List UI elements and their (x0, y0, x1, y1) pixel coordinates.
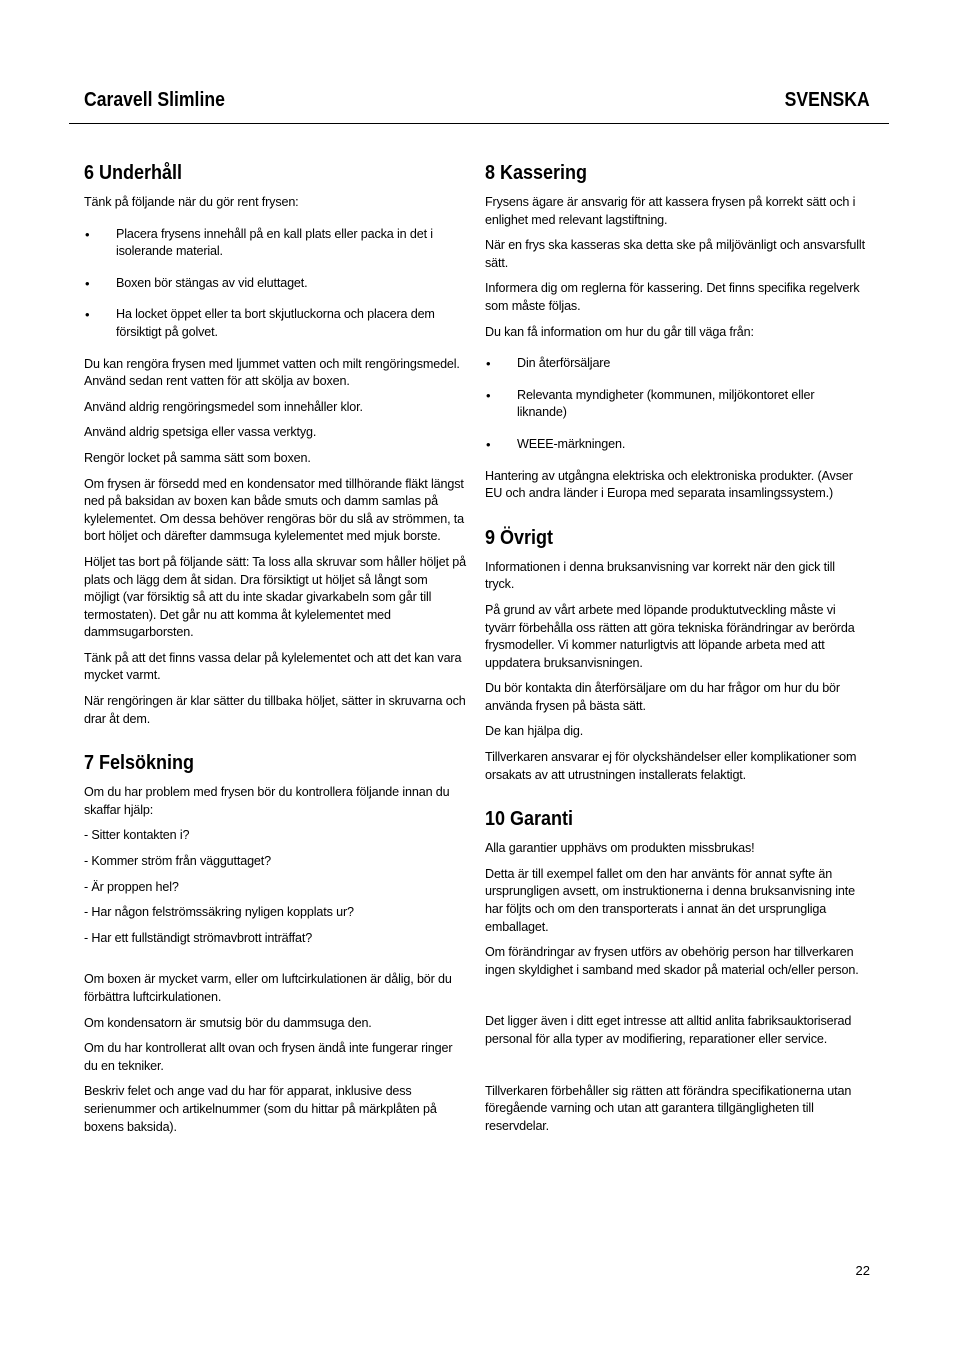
paragraph: - Har ett fullständigt strömavbrott inträffat? (84, 930, 313, 945)
paragraph: På grund av vårt arbete med löpande produktutveckling måste vi tyvärr förbehålla oss rätten att göra tekniska förändringar av berörda frysmodeller. Vi kommer naturligtvis att löpande arbeta med att uppdatera bruksanvisningen. (485, 602, 855, 670)
paragraph: Använd aldrig rengöringsmedel som innehåller klor. (84, 399, 363, 414)
paragraph: När rengöringen är klar sätter du tillbaka höljet, sätter in skruvarna och drar åt dem. (84, 694, 466, 726)
paragraph: När en frys ska kasseras ska detta ske på miljövänligt och ansvarsfullt sätt. (485, 238, 865, 270)
right-column (485, 160, 867, 1157)
section-warranty (485, 806, 867, 1135)
language-label: SVENSKA (784, 88, 870, 111)
paragraph: Tänk på att det finns vassa delar på kylelementet och att det kan vara mycket varmt. (84, 650, 462, 683)
section-heading: 10 Garanti (485, 808, 574, 831)
paragraph: Om kondensatorn är smutsig bör du dammsuga den. (84, 1015, 372, 1030)
paragraph: Frysens ägare är ansvarig för att kassera frysen på korrekt sätt och i enlighet med relevant lagstiftning. (485, 195, 856, 227)
paragraph: Informera dig om reglerna för kassering. Det finns specifika regelverk som måste följas. (485, 281, 860, 313)
list-item: • Placera frysens innehåll på en kall plats eller packa in det i isolerande material. (84, 226, 466, 261)
list-item: • Boxen bör stängas av vid eluttaget. (84, 275, 466, 293)
header-divider (69, 123, 889, 124)
bullet-list (485, 355, 867, 453)
section-heading: 8 Kassering (485, 162, 588, 184)
paragraph: Tillverkaren förbehåller sig rätten att förändra specifikationerna utan föregående varning och utan att garantera tillgängligheten till reservdelar. (485, 1083, 852, 1133)
page-number: 22 (855, 1263, 870, 1278)
section-other (485, 525, 867, 785)
paragraph: - Kommer ström från vägguttaget? (84, 854, 271, 869)
paragraph: Det ligger även i ditt eget intresse att alltid anlita fabriksauktoriserad personal för alla typer av modifiering, reparationer eller service. (485, 1014, 852, 1046)
page-header (84, 86, 870, 114)
section-maintenance (84, 160, 466, 728)
paragraph: Om frysen är försedd med en kondensator med tillhörande fläkt längst ned på baksidan av boxen kan både smuts och damm samlas på kylelementet. Om dessa behöver rengöras bör du slå av strömmen, ta bort höljet och därefter dammsuga kylelementet med mjuk borste. (84, 476, 464, 544)
left-column (84, 160, 466, 1158)
list-item: • WEEE-märkningen. (485, 436, 867, 454)
list-item: • Relevanta myndigheter (kommunen, miljökontoret eller liknande) (485, 387, 867, 422)
paragraph: Om du har kontrollerat allt ovan och frysen ändå inte fungerar ringer du en tekniker. (84, 1041, 453, 1073)
paragraph: Om boxen är mycket varm, eller om luftcirkulationen är dålig, bör du förbättra luftcirkulationen. (84, 972, 452, 1004)
section-heading: 9 Övrigt (485, 526, 554, 549)
section-heading: 7 Felsökning (84, 752, 195, 775)
spacer (84, 955, 466, 971)
section-heading: 6 Underhåll (84, 162, 183, 184)
paragraph: De kan hjälpa dig. (485, 724, 584, 739)
paragraph: Informationen i denna bruksanvisning var korrekt när den gick till tryck. (485, 559, 835, 592)
paragraph: Använd aldrig spetsiga eller vassa verktyg. (84, 425, 317, 440)
paragraph: Beskriv felet och ange vad du har för apparat, inklusive dess serienummer och artikelnummer (som du hittar på märkplåten på boxens baksida). (84, 1084, 437, 1134)
spacer (485, 987, 867, 1013)
list-item: • Ha locket öppet eller ta bort skjutluckorna och placera dem försiktigt på golvet. (84, 306, 466, 341)
paragraph: - Sitter kontakten i? (84, 828, 190, 843)
section-disposal (485, 160, 867, 503)
paragraph: Hantering av utgångna elektriska och elektroniska produkter. (Avser EU och andra länder i Europa med separata insamlingssystem.) (485, 468, 853, 501)
paragraph: Tillverkaren ansvarar ej för olyckshändelser eller komplikationer som orsakats av att utrustningen installerats felaktigt. (485, 750, 857, 782)
section-troubleshooting (84, 750, 466, 1136)
paragraph: Alla garantier upphävs om produkten missbrukas! (485, 841, 755, 856)
paragraph: - Är proppen hel? (84, 879, 179, 894)
paragraph: Tänk på följande när du gör rent frysen: (84, 195, 299, 209)
spacer (485, 1057, 867, 1083)
paragraph: Rengör locket på samma sätt som boxen. (84, 450, 311, 465)
paragraph: Om du har problem med frysen bör du kontrollera följande innan du skaffar hjälp: (84, 785, 450, 817)
bullet-list (84, 226, 466, 342)
paragraph: Detta är till exempel fallet om den har använts för annat syfte än ursprungligen avsett, om instruktionerna i denna bruksanvisning inte har följts och om den transporterats i annat än det ursprungliga emballaget. (485, 866, 855, 934)
paragraph: Du bör kontakta din återförsäljare om du har frågor om hur du bör använda frysen på bästa sätt. (485, 681, 840, 713)
paragraph: Om förändringar av frysen utförs av obehörig person har tillverkaren ingen skyldighet i samband med skador på material och/eller person. (485, 945, 859, 977)
paragraph: Du kan rengöra frysen med ljummet vatten och milt rengöringsmedel. Använd sedan rent vatten för att skölja av boxen. (84, 356, 460, 389)
paragraph: Höljet tas bort på följande sätt: Ta loss alla skruvar som håller höljet på plats och lägg dem åt sidan. Dra försiktigt ut höljet så långt som möjligt (var försiktig så att du inte skadar givarkabeln som går till termostaten). Det går nu att komma åt kylelementet med dammsugarborsten. (84, 554, 466, 640)
list-item: • Din återförsäljare (485, 355, 867, 373)
paragraph: - Har någon felströmssäkring nyligen kopplats ur? (84, 905, 354, 920)
document-title: Caravell Slimline (84, 88, 225, 111)
paragraph: Du kan få information om hur du går till väga från: (485, 324, 754, 339)
